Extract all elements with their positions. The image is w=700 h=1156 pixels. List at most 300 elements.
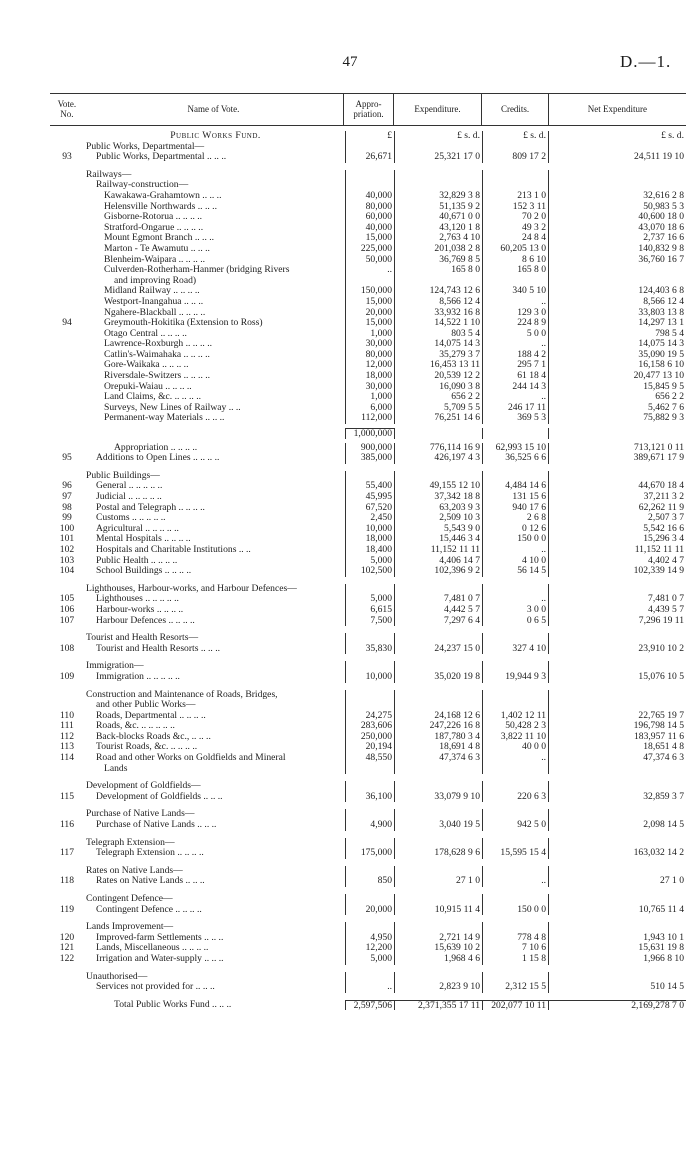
expenditure-cell — [394, 809, 482, 820]
table-row — [50, 453, 686, 464]
credits-cell: 15,595 15 4 — [482, 848, 548, 859]
vote-name-cell: Harbour-works .. .. .. .. — [96, 604, 184, 615]
table-row — [50, 297, 686, 308]
appropriation-cell: 35,830 — [345, 644, 394, 655]
appropriation-cell: 4,950 — [345, 933, 394, 944]
vote-no-cell — [50, 350, 84, 361]
vote-name-cell: Ngahere-Blackball .. .. .. .. — [104, 307, 206, 318]
expenditure-cell: 15,639 10 2 — [394, 943, 482, 954]
header-vote-no: Vote. No. — [57, 99, 77, 119]
header-name: Name of Vote. — [187, 103, 240, 114]
net-expenditure-cell: 43,070 18 6 — [548, 223, 686, 234]
unit-cr: £ s. d. — [482, 131, 548, 142]
net-expenditure-cell: 35,090 19 5 — [548, 350, 686, 361]
net-expenditure-cell: 2,507 3 7 — [548, 513, 686, 524]
row-spacer — [50, 464, 686, 471]
fund-title: Public Works Fund. — [170, 131, 261, 141]
credits-cell: 327 4 10 — [482, 644, 548, 655]
table-row — [50, 481, 686, 492]
vote-no-cell: 120 — [59, 932, 75, 943]
expenditure-cell: 124,743 12 6 — [394, 286, 482, 297]
vote-no-cell — [50, 276, 84, 287]
expenditure-cell — [394, 922, 482, 933]
vote-name-cell — [84, 428, 345, 439]
vote-name-cell: and other Public Works— — [96, 700, 196, 711]
vote-name-cell: Immigration .. .. .. .. .. — [96, 671, 180, 682]
credits-cell: 0 12 6 — [482, 524, 548, 535]
appropriation-cell: 850 — [345, 876, 394, 887]
vote-name-cell: Roads, Departmental .. .. .. .. — [96, 710, 206, 721]
expenditure-cell — [394, 584, 482, 595]
expenditure-cell — [394, 690, 482, 701]
vote-name-cell: Postal and Telegraph .. .. .. .. — [96, 502, 205, 513]
expenditure-cell: 7,481 0 7 — [394, 594, 482, 605]
net-expenditure-cell — [548, 894, 686, 905]
net-expenditure-cell: 798 5 4 — [548, 329, 686, 340]
vote-no-cell: 114 — [59, 753, 75, 764]
net-expenditure-cell — [548, 764, 686, 775]
fund-title-row — [50, 131, 686, 142]
appropriation-cell — [345, 700, 394, 711]
appropriation-cell: 6,000 — [345, 403, 394, 414]
row-spacer — [50, 654, 686, 661]
vote-no-cell: 101 — [59, 534, 75, 545]
expenditure-cell: 16,453 13 11 — [394, 360, 482, 371]
expenditure-cell: 7,297 6 4 — [394, 616, 482, 627]
appropriation-cell: 45,995 — [345, 492, 394, 503]
table-row — [50, 922, 686, 933]
vote-no-cell: 102 — [59, 544, 75, 555]
vote-name-cell: Road and other Works on Goldfields and Mineral — [96, 753, 286, 764]
expenditure-cell — [394, 972, 482, 983]
vote-no-cell — [50, 838, 84, 849]
table-row — [50, 690, 686, 701]
credits-cell: 150 0 0 — [482, 905, 548, 916]
row-spacer — [50, 802, 686, 809]
vote-no-cell: 118 — [59, 876, 75, 887]
appropriation-cell: 30,000 — [345, 382, 394, 393]
table-row — [50, 339, 686, 350]
vote-no-cell: 107 — [59, 615, 75, 626]
credits-cell: .. — [482, 392, 548, 403]
credits-cell: 809 17 2 — [482, 152, 548, 163]
appropriation-cell: 5,000 — [345, 954, 394, 965]
net-expenditure-cell: 2,737 16 6 — [548, 233, 686, 244]
vote-name-cell: Railway-construction— — [96, 180, 189, 191]
vote-name-cell: Mental Hospitals .. .. .. .. — [96, 534, 191, 545]
net-expenditure-cell: 24,511 19 10 — [548, 152, 686, 163]
vote-no-cell — [50, 633, 84, 644]
appropriation-cell: 2,597,506 — [345, 1000, 394, 1011]
vote-no-cell: 105 — [59, 594, 75, 605]
table-row — [50, 721, 686, 732]
net-expenditure-cell — [548, 661, 686, 672]
net-expenditure-cell: 14,297 13 1 — [548, 318, 686, 329]
vote-table — [50, 93, 686, 1010]
credits-cell: 1,402 12 11 — [482, 711, 548, 722]
table-row — [50, 142, 686, 153]
credits-cell — [482, 781, 548, 792]
vote-no-cell: 112 — [59, 731, 75, 742]
appropriation-cell — [345, 866, 394, 877]
net-expenditure-cell: 140,832 9 8 — [548, 244, 686, 255]
vote-name-cell: General .. .. .. .. .. — [96, 481, 163, 492]
table-row — [50, 318, 686, 329]
expenditure-cell: 40,671 0 0 — [394, 212, 482, 223]
net-expenditure-cell: 20,477 13 10 — [548, 371, 686, 382]
net-expenditure-cell: 1,966 8 10 — [548, 954, 686, 965]
expenditure-cell — [394, 276, 482, 287]
appropriation-cell: .. — [345, 982, 394, 993]
expenditure-cell: 247,226 16 8 — [394, 721, 482, 732]
net-expenditure-cell: 18,651 4 8 — [548, 742, 686, 753]
table-row — [50, 820, 686, 831]
appropriation-cell: 175,000 — [345, 848, 394, 859]
table-row — [50, 700, 686, 711]
vote-name-cell: Immigration— — [86, 661, 144, 672]
table-row — [50, 711, 686, 722]
appropriation-cell: 40,000 — [345, 223, 394, 234]
vote-no-cell: 93 — [62, 152, 72, 163]
appropriation-cell: 60,000 — [345, 212, 394, 223]
expenditure-cell: 2,823 9 10 — [394, 982, 482, 993]
vote-no-cell: 95 — [62, 453, 72, 464]
net-expenditure-cell: 15,845 9 5 — [548, 382, 686, 393]
appropriation-cell — [345, 471, 394, 482]
vote-name-cell: Harbour Defences .. .. .. .. — [96, 615, 195, 626]
expenditure-cell: 2,763 4 10 — [394, 233, 482, 244]
vote-name-cell: Development of Goldfields— — [86, 781, 201, 792]
credits-cell: 213 1 0 — [482, 191, 548, 202]
vote-name-cell: Hospitals and Charitable Institutions .. .. — [96, 544, 251, 555]
vote-name-cell: Greymouth-Hokitika (Extension to Ross) — [104, 318, 263, 329]
appropriation-cell: 4,900 — [345, 820, 394, 831]
table-row — [50, 503, 686, 514]
vote-name-cell: Lighthouses .. .. .. .. .. — [96, 594, 179, 605]
appropriation-cell — [345, 894, 394, 905]
table-row — [50, 329, 686, 340]
vote-name-cell: Services not provided for .. .. .. — [96, 982, 215, 993]
table-row — [50, 403, 686, 414]
vote-no-cell — [50, 371, 84, 382]
credits-cell: 3 0 0 — [482, 605, 548, 616]
expenditure-cell — [394, 781, 482, 792]
expenditure-cell: 1,968 4 6 — [394, 954, 482, 965]
expenditure-cell: 37,342 18 8 — [394, 492, 482, 503]
vote-name-cell: Public Works, Departmental .. .. .. — [96, 152, 227, 163]
vote-name-cell: Lands — [104, 763, 128, 774]
header-credits: Credits. — [481, 94, 548, 125]
net-expenditure-cell — [548, 972, 686, 983]
appropriation-cell — [345, 690, 394, 701]
vote-name-cell: Public Works, Departmental— — [86, 141, 205, 152]
net-expenditure-cell: 23,910 10 2 — [548, 644, 686, 655]
table-row — [50, 616, 686, 627]
table-body — [50, 131, 686, 1010]
expenditure-cell: 14,075 14 3 — [394, 339, 482, 350]
vote-no-cell — [50, 894, 84, 905]
vote-name-cell: Helensville Northwards .. .. .. — [104, 201, 217, 212]
table-row — [50, 809, 686, 820]
vote-no-cell — [50, 428, 84, 439]
appropriation-cell — [345, 633, 394, 644]
credits-cell: 340 5 10 — [482, 286, 548, 297]
row-spacer — [50, 577, 686, 584]
expenditure-cell: 51,135 9 2 — [394, 202, 482, 213]
net-expenditure-cell: 75,882 9 3 — [548, 413, 686, 424]
credits-cell: 36,525 6 6 — [482, 453, 548, 464]
vote-no-cell: 100 — [59, 523, 75, 534]
expenditure-cell — [394, 894, 482, 905]
vote-no-cell: 113 — [59, 742, 75, 753]
net-expenditure-cell: 124,403 6 8 — [548, 286, 686, 297]
expenditure-cell: 63,203 9 3 — [394, 503, 482, 514]
vote-no-cell: 103 — [59, 555, 75, 566]
table-row — [50, 152, 686, 163]
net-expenditure-cell — [548, 265, 686, 276]
credits-cell: .. — [482, 297, 548, 308]
appropriation-cell: 150,000 — [345, 286, 394, 297]
net-expenditure-cell — [548, 838, 686, 849]
vote-name-cell: Tourist and Health Resorts— — [86, 633, 199, 644]
vote-no-cell: 104 — [59, 566, 75, 577]
appropriation-cell: 102,500 — [345, 566, 394, 577]
vote-no-cell — [50, 764, 84, 775]
net-expenditure-cell: 163,032 14 2 — [548, 848, 686, 859]
expenditure-cell: 4,406 14 7 — [394, 556, 482, 567]
table-row — [50, 866, 686, 877]
net-expenditure-cell: 47,374 6 3 — [548, 753, 686, 764]
table-row — [50, 392, 686, 403]
credits-cell — [482, 764, 548, 775]
vote-no-cell — [50, 244, 84, 255]
appropriation-cell: 20,000 — [345, 905, 394, 916]
vote-name-cell: Culverden-Rotherham-Hanmer (bridging Rivers — [104, 265, 290, 276]
expenditure-cell — [394, 764, 482, 775]
net-expenditure-cell: 44,670 18 4 — [548, 481, 686, 492]
net-expenditure-cell — [548, 809, 686, 820]
vote-no-cell: 122 — [59, 953, 75, 964]
vote-no-cell: 119 — [59, 904, 75, 915]
appropriation-cell: 50,000 — [345, 255, 394, 266]
net-expenditure-cell: 11,152 11 11 — [548, 545, 686, 556]
net-expenditure-cell: 36,760 16 7 — [548, 255, 686, 266]
vote-name-cell: Marton - Te Awamutu .. .. .. — [104, 243, 210, 254]
row-spacer — [50, 683, 686, 690]
expenditure-cell: 76,251 14 6 — [394, 413, 482, 424]
vote-no-cell: 94 — [62, 318, 72, 329]
appropriation-cell — [345, 584, 394, 595]
credits-cell — [482, 471, 548, 482]
vote-name-cell: Roads, &c. .. .. .. .. .. — [96, 721, 175, 732]
credits-cell: .. — [482, 594, 548, 605]
vote-no-cell — [50, 922, 84, 933]
vote-name-cell: Kawakawa-Grahamtown .. .. .. — [104, 190, 222, 201]
row-spacer — [50, 626, 686, 633]
vote-name-cell: Blenheim-Waipara .. .. .. .. — [104, 254, 205, 265]
vote-no-cell: 106 — [59, 604, 75, 615]
expenditure-cell — [394, 142, 482, 153]
table-row — [50, 594, 686, 605]
expenditure-cell: 165 8 0 — [394, 265, 482, 276]
expenditure-cell — [394, 866, 482, 877]
appropriation-cell: 15,000 — [345, 297, 394, 308]
net-expenditure-cell: 15,076 10 5 — [548, 672, 686, 683]
expenditure-cell: 5,709 5 5 — [394, 403, 482, 414]
vote-no-cell — [50, 142, 84, 153]
net-expenditure-cell — [548, 428, 686, 439]
table-row — [50, 191, 686, 202]
vote-no-cell — [50, 1000, 84, 1011]
net-expenditure-cell — [548, 180, 686, 191]
vote-name-cell: Stratford-Ongarue .. .. .. .. — [104, 222, 204, 233]
row-spacer — [50, 859, 686, 866]
net-expenditure-cell: 5,542 16 6 — [548, 524, 686, 535]
table-row — [50, 982, 686, 993]
vote-name-cell: Lands, Miscellaneous .. .. .. .. — [96, 943, 209, 954]
vote-no-cell: 108 — [59, 643, 75, 654]
vote-no-cell: 111 — [60, 721, 74, 732]
row-spacer — [50, 965, 686, 972]
credits-cell: 246 17 11 — [482, 403, 548, 414]
credits-cell: 50,428 2 3 — [482, 721, 548, 732]
expenditure-cell: 776,114 16 9 — [394, 443, 482, 454]
vote-name-cell: Purchase of Native Lands .. .. .. — [96, 820, 217, 831]
credits-cell: 940 17 6 — [482, 503, 548, 514]
vote-no-cell: 109 — [59, 671, 75, 682]
vote-no-cell — [50, 191, 84, 202]
appropriation-cell: 12,000 — [345, 360, 394, 371]
appropriation-cell: 5,000 — [345, 594, 394, 605]
credits-cell — [482, 972, 548, 983]
page-id: D.—1. — [620, 52, 672, 71]
net-expenditure-cell: 32,616 2 8 — [548, 191, 686, 202]
net-expenditure-cell — [548, 700, 686, 711]
table-row — [50, 792, 686, 803]
table-row — [50, 644, 686, 655]
appropriation-cell — [345, 142, 394, 153]
credits-cell: 1 15 8 — [482, 954, 548, 965]
net-expenditure-cell: 10,765 11 4 — [548, 905, 686, 916]
appropriation-cell — [345, 180, 394, 191]
vote-name-cell: Improved-farm Settlements .. .. .. — [96, 932, 224, 943]
vote-no-cell — [50, 809, 84, 820]
expenditure-cell: 32,829 3 8 — [394, 191, 482, 202]
expenditure-cell — [394, 471, 482, 482]
table-row — [50, 170, 686, 181]
vote-no-cell: 97 — [62, 492, 72, 502]
expenditure-cell: 2,509 10 3 — [394, 513, 482, 524]
expenditure-cell: 49,155 12 10 — [394, 481, 482, 492]
credits-cell: 62,993 15 10 — [482, 443, 548, 454]
table-row — [50, 244, 686, 255]
table-row — [50, 233, 686, 244]
credits-cell: 2,312 15 5 — [482, 982, 548, 993]
credits-cell: .. — [482, 753, 548, 764]
expenditure-cell: 3,040 19 5 — [394, 820, 482, 831]
row-spacer — [50, 915, 686, 922]
row-spacer — [50, 993, 686, 1000]
vote-name-cell: Permanent-way Materials .. .. .. — [104, 413, 225, 424]
table-row — [50, 933, 686, 944]
expenditure-cell: 803 5 4 — [394, 329, 482, 340]
table-row — [50, 972, 686, 983]
expenditure-cell: 47,374 6 3 — [394, 753, 482, 764]
vote-name-cell: Construction and Maintenance of Roads, Bridges, — [86, 689, 278, 700]
credits-cell: 165 8 0 — [482, 265, 548, 276]
credits-cell — [482, 922, 548, 933]
table-row — [50, 255, 686, 266]
credits-cell — [482, 170, 548, 181]
appropriation-cell: 80,000 — [345, 350, 394, 361]
net-expenditure-cell: 183,957 11 6 — [548, 732, 686, 743]
vote-no-cell — [50, 339, 84, 350]
vote-no-cell — [50, 297, 84, 308]
header-appropriation: Appro- priation. — [343, 94, 393, 125]
table-row — [50, 672, 686, 683]
table-row — [50, 566, 686, 577]
expenditure-cell: 16,090 3 8 — [394, 382, 482, 393]
vote-name-cell: Lighthouses, Harbour-works, and Harbour Defences— — [86, 583, 297, 594]
appropriation-cell: 20,000 — [345, 308, 394, 319]
table-row — [50, 180, 686, 191]
unit-net: £ s. d. — [548, 131, 686, 142]
header-net: Net Expenditure — [548, 94, 686, 125]
row-spacer — [50, 163, 686, 170]
appropriation-cell: 5,000 — [345, 556, 394, 567]
net-expenditure-cell: 7,481 0 7 — [548, 594, 686, 605]
appropriation-cell: 26,671 — [345, 152, 394, 163]
vote-name-cell: Mount Egmont Branch .. .. .. — [104, 233, 215, 244]
vote-name-cell: Contingent Defence .. .. .. .. — [96, 904, 202, 915]
vote-no-cell — [50, 443, 84, 454]
table-row — [50, 905, 686, 916]
table-row — [50, 350, 686, 361]
appropriation-cell — [345, 661, 394, 672]
credits-cell: .. — [482, 876, 548, 887]
expenditure-cell: 35,279 3 7 — [394, 350, 482, 361]
net-expenditure-cell: 15,631 19 8 — [548, 943, 686, 954]
row-spacer — [50, 774, 686, 781]
net-expenditure-cell: 2,098 14 5 — [548, 820, 686, 831]
appropriation-cell: 40,000 — [345, 191, 394, 202]
credits-cell: 60,205 13 0 — [482, 244, 548, 255]
expenditure-cell: 24,237 15 0 — [394, 644, 482, 655]
vote-name-cell: Midland Railway .. .. .. .. — [104, 286, 200, 297]
table-row — [50, 524, 686, 535]
vote-name-cell: School Buildings .. .. .. .. — [96, 566, 192, 577]
net-expenditure-cell: 4,439 5 7 — [548, 605, 686, 616]
vote-no-cell: 121 — [59, 943, 75, 954]
appropriation-cell — [345, 781, 394, 792]
credits-cell: 369 5 3 — [482, 413, 548, 424]
expenditure-cell: 2,721 14 9 — [394, 933, 482, 944]
credits-cell: 4 10 0 — [482, 556, 548, 567]
vote-name-cell: Rates on Native Lands .. .. .. — [96, 876, 205, 887]
vote-no-cell — [50, 255, 84, 266]
table-row — [50, 443, 686, 454]
net-expenditure-cell: 1,943 10 1 — [548, 933, 686, 944]
table-row — [50, 223, 686, 234]
credits-cell: 3,822 11 10 — [482, 732, 548, 743]
expenditure-cell: 426,197 4 3 — [394, 453, 482, 464]
unit-app: £ — [345, 131, 394, 142]
vote-no-cell — [50, 392, 84, 403]
appropriation-cell: 18,000 — [345, 534, 394, 545]
vote-name-cell: Lands Improvement— — [86, 922, 174, 933]
row-spacer — [50, 831, 686, 838]
net-expenditure-cell: 2,169,278 7 0 — [548, 1000, 686, 1011]
